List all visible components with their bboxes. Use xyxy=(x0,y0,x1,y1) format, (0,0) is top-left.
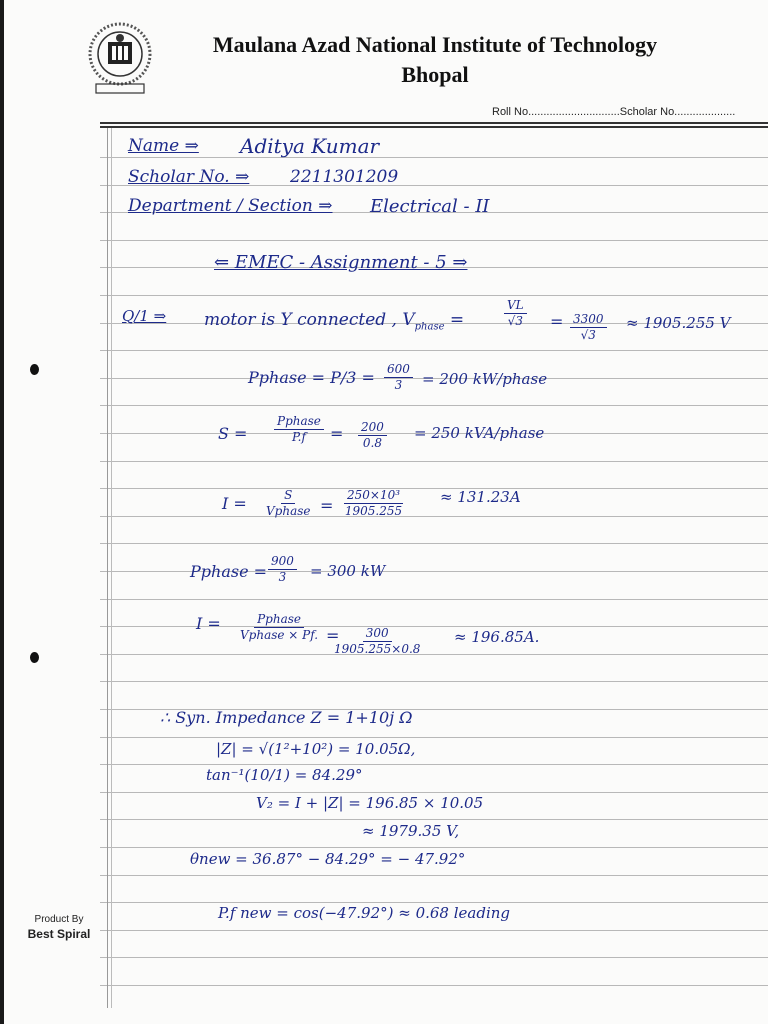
ruled-line xyxy=(100,957,768,958)
institute-city: Bhopal xyxy=(401,62,469,87)
ruled-line xyxy=(100,543,768,544)
fraction-denominator: 1905.255 xyxy=(344,504,403,518)
fraction-denominator: 3 xyxy=(394,378,403,392)
brand-text: Best Spiral xyxy=(27,927,91,941)
institute-header xyxy=(174,30,696,90)
margin-line xyxy=(107,128,108,1008)
fraction-denominator: Vphase xyxy=(266,504,311,518)
fraction-200-0.8 xyxy=(358,420,387,451)
answer-sheet xyxy=(4,0,768,1024)
roll-no-field: Roll No.............................. xyxy=(492,106,620,118)
impedance-angle-line: tan⁻¹(10/1) = 84.29° xyxy=(206,766,363,784)
s-result: = 250 kVA/phase xyxy=(414,424,545,442)
punch-hole xyxy=(30,652,39,663)
ruled-line xyxy=(100,488,768,489)
ruled-line xyxy=(100,350,768,351)
ruled-line xyxy=(100,764,768,765)
product-footer xyxy=(18,912,100,942)
name-value: Aditya Kumar xyxy=(240,134,380,158)
fraction-pphase-pf xyxy=(274,414,324,445)
product-by-text: Product By xyxy=(34,914,84,925)
fraction-vl-root3 xyxy=(504,298,527,329)
ruled-line xyxy=(100,902,768,903)
fraction-numerator: Pphase xyxy=(274,414,324,430)
department-value: Electrical - II xyxy=(370,196,490,217)
fraction-denominator: Vphase × Pf. xyxy=(240,628,319,642)
ruled-line xyxy=(100,405,768,406)
vphase-subscript: phase xyxy=(414,321,445,333)
pphase2-result: = 300 kW xyxy=(310,562,386,580)
ruled-line xyxy=(100,157,768,158)
ruled-line xyxy=(100,240,768,241)
ruled-line xyxy=(100,847,768,848)
fraction-numerator: S xyxy=(281,488,295,504)
ruled-line xyxy=(100,737,768,738)
ruled-line xyxy=(100,985,768,986)
scholar-no-field: Scholar No.................... xyxy=(619,106,736,118)
header-rule xyxy=(100,126,768,128)
fraction-numerator: 250×10³ xyxy=(344,488,403,504)
fraction-numerator: Pphase xyxy=(254,612,304,628)
fraction-250e3-1905 xyxy=(344,488,403,519)
scholar-label: Scholar No. ⇒ xyxy=(128,167,250,187)
s-label: S = xyxy=(218,424,248,443)
fraction-denominator: √3 xyxy=(507,314,523,328)
theta-new-line: θnew = 36.87° − 84.29° = − 47.92° xyxy=(190,850,466,868)
question-text: motor is Y connected , V xyxy=(204,310,415,330)
fraction-numerator: 600 xyxy=(384,362,413,378)
fraction-denominator: 1905.255×0.8 xyxy=(334,642,421,656)
pphase-label: Pphase = P/3 = xyxy=(248,368,375,387)
i-result: ≈ 131.23A xyxy=(440,488,521,506)
punch-hole xyxy=(30,364,39,375)
syn-impedance-line: ∴ Syn. Impedance Z = 1+10j Ω xyxy=(160,708,413,727)
fraction-3300-root3 xyxy=(570,312,607,343)
question-statement: motor is Y connected , $V_{phase}$ = xyxy=(204,310,465,333)
fraction-denominator: 0.8 xyxy=(362,436,382,450)
fraction-numerator: 200 xyxy=(358,420,387,436)
ruled-line xyxy=(100,792,768,793)
ruled-line xyxy=(100,295,768,296)
fraction-numerator: 900 xyxy=(268,554,297,570)
fraction-denominator: P.f xyxy=(292,430,306,444)
ruled-line xyxy=(100,599,768,600)
fraction-pphase-vpf xyxy=(240,612,318,643)
fraction-300-1905x0.8 xyxy=(334,626,420,657)
ruled-line xyxy=(100,654,768,655)
ruled-line xyxy=(100,516,768,517)
fraction-900-3 xyxy=(268,554,297,585)
equals-sign: = xyxy=(330,424,344,443)
institute-name: Maulana Azad National Institute of Technology xyxy=(212,32,658,57)
i2-label: I = xyxy=(196,614,221,633)
fraction-numerator: 300 xyxy=(363,626,392,642)
pphase-result: = 200 kW/phase xyxy=(422,370,548,388)
i2-result: ≈ 196.85A. xyxy=(454,628,540,646)
v2-result: ≈ 1979.35 V, xyxy=(362,822,460,840)
name-label: Name ⇒ xyxy=(128,136,199,156)
fraction-s-vphase xyxy=(266,488,311,519)
fraction-denominator: 3 xyxy=(278,570,287,584)
v2-line: V₂ = I + |Z| = 196.85 × 10.05 xyxy=(256,794,484,812)
institute-logo xyxy=(82,18,158,98)
fraction-denominator: √3 xyxy=(580,328,596,342)
equals-sign: = xyxy=(326,626,340,645)
assignment-title: ⇐ EMEC - Assignment - 5 ⇒ xyxy=(214,252,468,273)
ruled-line xyxy=(100,681,768,682)
power-factor-line: P.f new = cos(−47.92°) ≈ 0.68 leading xyxy=(218,904,511,922)
margin-line xyxy=(111,128,112,1008)
ruled-line xyxy=(100,461,768,462)
pphase2-label: Pphase = xyxy=(190,562,268,581)
ruled-line xyxy=(100,875,768,876)
ruled-line xyxy=(100,930,768,931)
equals-sign: = xyxy=(550,312,564,331)
fraction-600-3 xyxy=(384,362,413,393)
question-label: Q/1 ⇒ xyxy=(122,307,167,325)
department-label: Department / Section ⇒ xyxy=(128,196,333,216)
i-label: I = xyxy=(222,494,247,513)
fraction-numerator: VL xyxy=(504,298,527,314)
fraction-numerator: 3300 xyxy=(570,312,607,328)
equals-sign: = xyxy=(320,496,334,515)
scholar-value: 2211301209 xyxy=(290,167,399,187)
vphase-result: ≈ 1905.255 V xyxy=(626,314,731,332)
ruled-line xyxy=(100,819,768,820)
header-rule xyxy=(100,122,768,124)
impedance-magnitude-line: |Z| = √(1²+10²) = 10.05Ω, xyxy=(216,740,416,758)
roll-scholar-fields xyxy=(492,106,735,118)
